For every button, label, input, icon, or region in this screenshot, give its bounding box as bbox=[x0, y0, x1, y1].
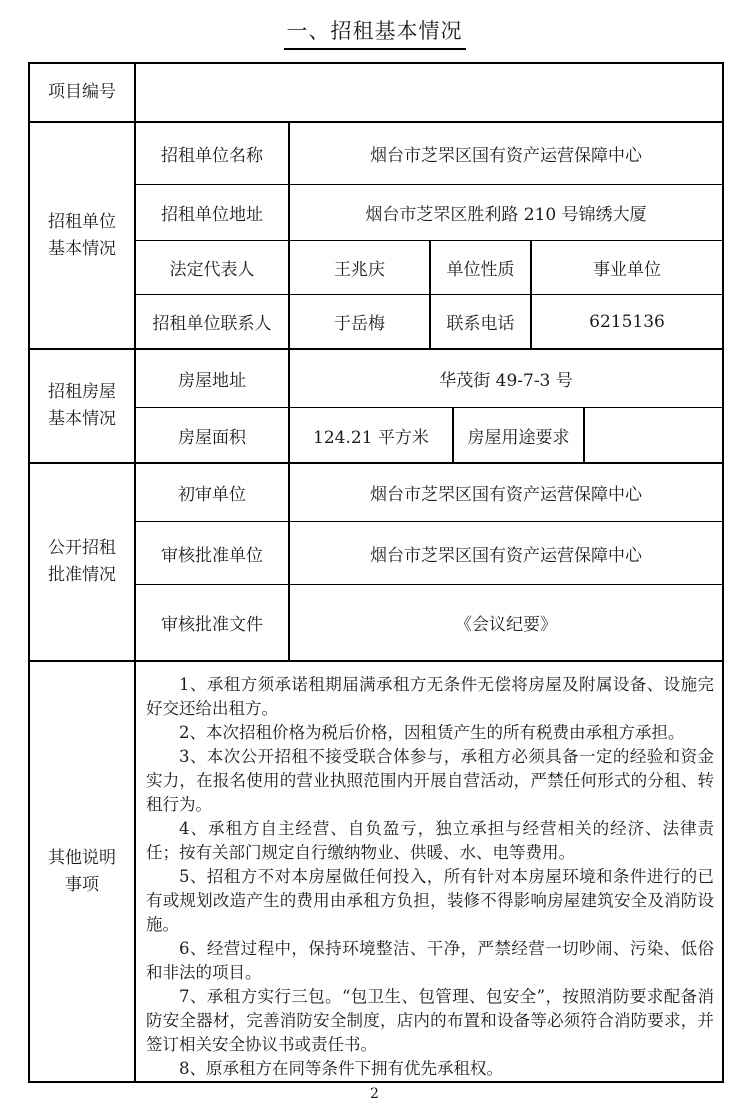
note-item-5: 5、招租方不对本房屋做任何投入，所有针对本房屋环境和条件进行的已有或规划改造产生的费用由承租方负担，装修不得影响房屋建筑安全及消防设施。 bbox=[146, 867, 714, 934]
field-label-house-area: 房屋面积 bbox=[136, 408, 290, 462]
note-item-3: 3、本次公开招租不接受联合体参与，承租方必须具备一定的经验和资金实力，在报名使用的营业执照范围内开展自营活动，严禁任何形式的分租、转租行为。 bbox=[146, 747, 714, 814]
field-label-house-usage: 房屋用途要求 bbox=[454, 408, 585, 462]
field-value-house-address: 华茂街 49-7-3 号 bbox=[439, 371, 573, 391]
section-house-info bbox=[30, 350, 722, 464]
field-value-approval-document: 《会议纪要》 bbox=[455, 615, 557, 635]
section-other-notes bbox=[30, 662, 722, 1081]
field-label-approval-document: 审核批准文件 bbox=[136, 585, 290, 660]
field-value-legal-rep: 王兆庆 bbox=[290, 241, 431, 294]
field-label-contact-person: 招租单位联系人 bbox=[136, 295, 290, 348]
field-value-phone: 6215136 bbox=[589, 311, 665, 332]
table-row bbox=[136, 464, 722, 522]
table-row bbox=[136, 350, 722, 408]
table-row bbox=[136, 408, 722, 462]
field-label-unit-name: 招租单位名称 bbox=[136, 123, 290, 184]
project-number-row bbox=[30, 64, 722, 123]
field-value-unit-type: 事业单位 bbox=[593, 260, 661, 280]
note-item-6: 6、经营过程中，保持环境整洁、干净，严禁经营一切吵闹、污染、低俗和非法的项目。 bbox=[146, 939, 714, 982]
page-title: 一、招租基本情况 bbox=[284, 15, 466, 50]
section-lessor-info-label: 招租单位基本情况 bbox=[30, 123, 136, 348]
page-header bbox=[0, 15, 749, 50]
field-label-legal-rep: 法定代表人 bbox=[136, 241, 290, 294]
field-value-initial-review-unit: 烟台市芝罘区国有资产运营保障中心 bbox=[370, 485, 642, 505]
section-approval-info bbox=[30, 464, 722, 662]
table-row bbox=[136, 585, 722, 660]
page-number: 2 bbox=[370, 1086, 379, 1102]
field-label-house-address: 房屋地址 bbox=[136, 350, 290, 407]
field-value-unit-name: 烟台市芝罘区国有资产运营保障中心 bbox=[370, 146, 642, 166]
field-label-unit-type: 单位性质 bbox=[431, 241, 532, 294]
section-lessor-info bbox=[30, 123, 722, 350]
table-row bbox=[136, 241, 722, 295]
note-item-1: 1、承租方须承诺租期届满承租方无条件无偿将房屋及附属设备、设施完好交还给出租方。 bbox=[146, 675, 714, 718]
table-row bbox=[136, 185, 722, 241]
rental-info-table bbox=[28, 62, 724, 1083]
field-value-house-usage bbox=[585, 408, 722, 462]
table-row bbox=[136, 522, 722, 585]
note-item-7: 7、承租方实行三包。“包卫生、包管理、包安全”，按照消防要求配备消防安全器材，完善消防安全制度，店内的布置和设备等必须符合消防要求，并签订相关安全协议书或责任书。 bbox=[146, 987, 714, 1054]
other-notes-content bbox=[136, 662, 722, 1081]
table-row bbox=[136, 123, 722, 185]
field-label-initial-review-unit: 初审单位 bbox=[136, 464, 290, 521]
section-house-info-label: 招租房屋基本情况 bbox=[30, 350, 136, 462]
table-row bbox=[136, 295, 722, 348]
project-number-label: 项目编号 bbox=[30, 64, 136, 121]
note-item-8: 8、原承租方在同等条件下拥有优先承租权。 bbox=[179, 1059, 503, 1078]
field-label-approval-unit: 审核批准单位 bbox=[136, 522, 290, 584]
section-other-notes-label: 其他说明事项 bbox=[30, 662, 136, 1081]
field-label-unit-address: 招租单位地址 bbox=[136, 185, 290, 240]
field-value-approval-unit: 烟台市芝罘区国有资产运营保障中心 bbox=[370, 545, 642, 566]
note-item-4: 4、承租方自主经营、自负盈亏，独立承担与经营相关的经济、法律责任；按有关部门规定自行缴纳物业、供暖、水、电等费用。 bbox=[146, 819, 714, 862]
field-value-unit-address: 烟台市芝罘区胜利路 210 号锦绣大厦 bbox=[365, 205, 647, 225]
field-value-house-area: 124.21 平方米 bbox=[290, 408, 454, 462]
section-approval-info-label: 公开招租批准情况 bbox=[30, 464, 136, 660]
field-value-contact-person: 于岳梅 bbox=[290, 295, 431, 348]
project-number-value bbox=[136, 64, 722, 121]
field-label-phone: 联系电话 bbox=[431, 295, 532, 348]
note-item-2: 2、本次招租价格为税后价格，因租赁产生的所有税费由承租方承担。 bbox=[179, 723, 685, 742]
